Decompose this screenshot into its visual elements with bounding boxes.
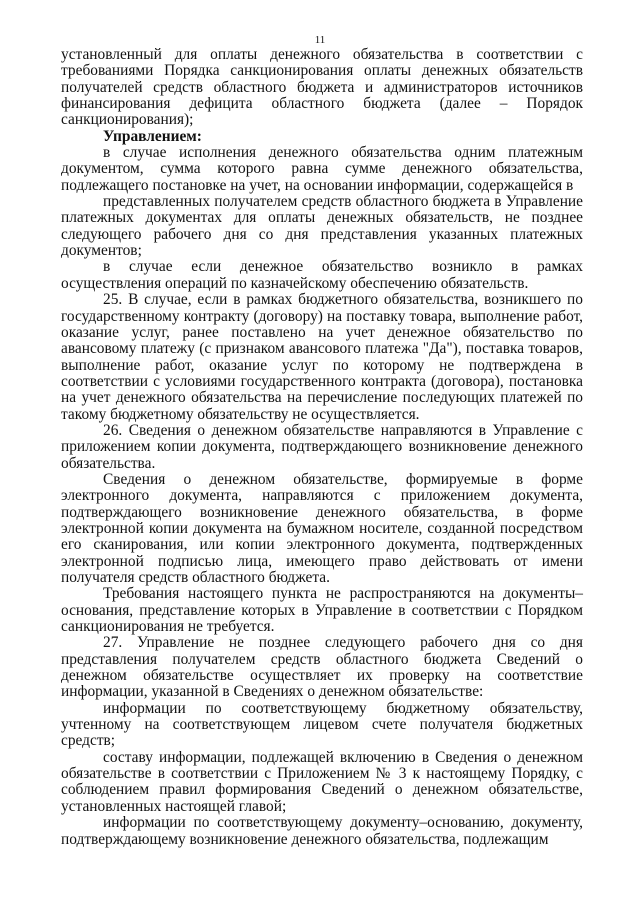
paragraph-heading-administration: Управлением: — [103, 127, 202, 145]
paragraph-single-payment-case: в случае исполнения денежного обязательства одним платежным документом, сумма которого равна сумме денежного обязательства, подлежащего постановке на учет, на основании информации, содержащейся в — [61, 144, 583, 194]
paragraph-payment-documents: представленных получателем средств областного бюджета в Управление платежных документах для оплаты денежных обязательств, не позднее следующего рабочего дня со дня представления указанных платежных документов; — [61, 193, 583, 260]
page-number: 11 — [314, 34, 326, 46]
paragraph-requirements-exception: Требования настоящего пункта не распространяются на документы–основания, представление которых в Управление в соответствии с Порядком санкционирования не требуется. — [61, 585, 583, 636]
paragraph-check-composition: составу информации, подлежащей включению в Сведения о денежном обязательстве в соответствии с Приложением № 3 к настоящему Порядку, с соблюдением правил формирования Сведений о денежном обязательстве, установленных настоящей главой; — [61, 748, 583, 815]
paragraph-electronic-document: Сведения о денежном обязательстве, формируемые в форме электронного документа, направляются с приложением документа, подтверждающего возникновение денежного обязательства, в форме электронной копии документа на бумажном носителе, созданной посредством его сканирования, или копии электронного документа, подтвержденных электронной подписью лица, имеющего право действовать от имени получателя средств областного бюджета. — [61, 470, 583, 586]
paragraph-continuation: установленный для оплаты денежного обязательства в соответствии с требованиями Порядка санкционирования оплаты денежных обязательств получателей средств областного бюджета и администраторов источников финансирования дефицита областного бюджета (далее – Порядок санкционирования); — [61, 46, 583, 129]
paragraph-check-basis-document: информации по соответствующему документу–основанию, документу, подтверждающему возникновение денежного обязательства, подлежащим — [61, 814, 583, 848]
paragraph-treasury-operations: в случае если денежное обязательство возникло в рамках осуществления операций по казначейскому обеспечению обязательств. — [61, 258, 583, 292]
paragraph-item-26: 26. Сведения о денежном обязательстве направляются в Управление с приложением копии документа, подтверждающего возникновение денежного обязательства. — [61, 421, 583, 472]
paragraph-item-25: 25. В случае, если в рамках бюджетного обязательства, возникшего по государственному контракту (договору) на поставку товара, выполнение работ, оказание услуг, ранее поставлено на учет денежное обязательство по авансовому платежу (с признаком авансового платежа "Да"), поставка товаров, выполнение работ, оказание услуг по которому не подтверждена в соответствии с условиями государственного контракта (договора), постановка на учет денежного обязательства на перечисление последующих платежей по такому бюджетному обязательству не осуществляется. — [61, 291, 583, 423]
document-body — [61, 47, 583, 848]
paragraph-check-budget-obligation: информации по соответствующему бюджетному обязательству, учтенному на соответствующем лицевом счете получателя бюджетных средств; — [61, 699, 583, 750]
paragraph-item-27: 27. Управление не позднее следующего рабочего дня со дня представления получателем средств областного бюджета Сведений о денежном обязательстве осуществляет их проверку на соответствие информации, указанной в Сведениях о денежном обязательстве: — [61, 634, 583, 701]
